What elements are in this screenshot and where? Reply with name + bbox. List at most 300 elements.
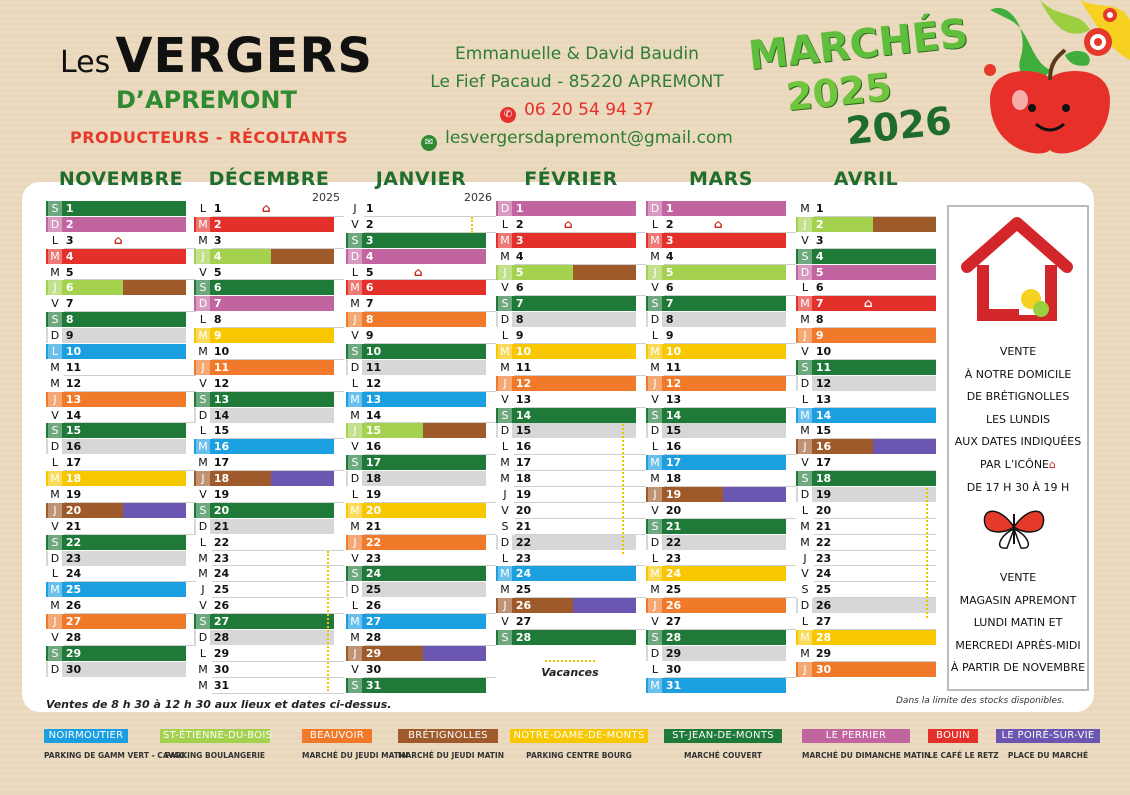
day-number: 14 (210, 408, 230, 422)
day-row (346, 392, 496, 407)
title-markets: MARCHÉS (746, 10, 971, 80)
day-label (194, 519, 229, 534)
month-decembre (194, 165, 344, 692)
day-row (646, 296, 796, 311)
day-row (646, 423, 796, 438)
weekday-letter: M (348, 392, 362, 407)
day-label (46, 328, 73, 343)
day-row (346, 233, 496, 248)
day-number: 7 (662, 297, 674, 311)
day-row (496, 233, 646, 248)
day-row (796, 217, 936, 232)
weekday-letter: M (800, 202, 810, 215)
weekday-letter: M (198, 345, 208, 359)
day-label (646, 280, 673, 295)
day-label (496, 344, 531, 359)
day-label (46, 582, 81, 597)
day-number: 16 (512, 440, 532, 454)
day-row (346, 471, 496, 486)
day-row (46, 408, 196, 423)
brand-tagline: PRODUCTEURS - RÉCOLTANTS (70, 128, 349, 147)
day-number: 5 (812, 265, 824, 279)
day-number: 19 (662, 488, 682, 502)
day-label (796, 201, 823, 216)
weekday-letter: S (48, 201, 62, 216)
day-number: 23 (512, 551, 532, 565)
day-number: 12 (662, 376, 682, 390)
day-label (346, 487, 381, 502)
weekday-letter: S (196, 614, 210, 629)
day-label (646, 519, 681, 534)
day-row (496, 630, 646, 645)
day-label (496, 535, 531, 550)
weekday-letter: S (196, 503, 210, 518)
day-label (646, 328, 673, 343)
day-label (496, 392, 531, 407)
weekday-letter: M (798, 408, 812, 423)
contact-address: Le Fief Pacaud - 85220 APREMONT (430, 72, 724, 92)
side-line: À NOTRE DOMICILE (964, 367, 1072, 381)
market-bar (123, 280, 186, 295)
day-row (796, 408, 936, 423)
weekday-letter: S (498, 296, 512, 311)
weekday-letter: J (798, 662, 812, 677)
weekday-letter: V (51, 408, 59, 422)
day-number: 16 (662, 440, 682, 454)
day-row (646, 360, 796, 375)
day-label (496, 582, 531, 597)
weekday-letter: M (50, 376, 60, 390)
day-label (194, 328, 221, 343)
day-label (194, 217, 221, 232)
day-row (346, 344, 496, 359)
weekday-letter: J (348, 535, 362, 550)
legend-location: PLACE DU MARCHÉ (1007, 751, 1089, 760)
contact-block (412, 40, 742, 152)
day-row (796, 328, 936, 343)
day-number: 22 (812, 535, 832, 549)
day-number: 4 (62, 249, 74, 263)
day-row (646, 598, 796, 613)
weekday-letter: M (48, 582, 62, 597)
day-number: 14 (662, 408, 682, 422)
weekday-letter: L (199, 646, 207, 660)
weekday-letter: M (198, 567, 208, 581)
market-bar (123, 503, 186, 518)
weekday-letter: S (501, 519, 509, 533)
day-number: 13 (512, 392, 532, 406)
day-row (346, 503, 496, 518)
day-row (194, 233, 344, 248)
day-number: 8 (362, 313, 374, 327)
market-bar (723, 487, 786, 502)
weekday-letter: J (48, 280, 62, 295)
weekday-letter: S (348, 566, 362, 581)
day-label (496, 360, 531, 375)
legend-item (398, 729, 504, 760)
day-row (46, 439, 196, 454)
day-row (646, 566, 796, 581)
day-row (46, 646, 196, 661)
month-janvier (346, 165, 496, 692)
day-row (796, 551, 936, 566)
weekday-letter: M (800, 646, 810, 660)
day-number: 4 (812, 249, 824, 263)
day-label (646, 408, 681, 423)
day-row (796, 487, 936, 502)
day-row (796, 614, 936, 629)
day-row (46, 519, 196, 534)
weekday-letter: L (199, 313, 207, 327)
day-row (646, 678, 796, 693)
weekday-letter: S (801, 583, 809, 597)
day-label (194, 392, 229, 407)
day-row (346, 455, 496, 470)
weekday-letter: M (648, 233, 662, 248)
day-number: 12 (62, 376, 82, 390)
day-row (346, 265, 496, 280)
day-row (496, 408, 646, 423)
day-label (496, 233, 523, 248)
day-number: 11 (662, 360, 682, 374)
day-label (346, 249, 373, 264)
side-line: MERCREDI APRÈS-MIDI (955, 638, 1081, 652)
day-label (346, 471, 381, 486)
weekday-letter: M (196, 217, 210, 232)
day-label (194, 201, 221, 216)
day-label (346, 296, 373, 311)
day-label (346, 598, 381, 613)
day-label (796, 535, 831, 550)
day-row (796, 582, 936, 597)
weekday-letter: M (800, 313, 810, 327)
day-number: 31 (210, 678, 230, 692)
day-label (796, 233, 823, 248)
day-number: 5 (62, 265, 74, 279)
day-row (346, 630, 496, 645)
day-list (346, 201, 496, 694)
weekday-letter: L (51, 456, 59, 470)
day-number: 4 (362, 249, 374, 263)
day-row (46, 312, 196, 327)
weekday-letter: L (351, 265, 359, 279)
day-number: 29 (662, 646, 682, 660)
weekday-letter: L (199, 202, 207, 215)
day-number: 26 (362, 599, 382, 613)
day-label (46, 455, 81, 470)
day-number: 29 (210, 646, 230, 660)
day-row (646, 376, 796, 391)
weekday-letter: M (348, 503, 362, 518)
day-row (46, 249, 196, 264)
day-label (496, 201, 523, 216)
vacances-marker (327, 551, 329, 691)
day-row (46, 455, 196, 470)
day-row (194, 392, 344, 407)
day-row (646, 280, 796, 295)
day-label (496, 408, 531, 423)
day-label (496, 455, 531, 470)
day-number: 28 (662, 631, 682, 645)
weekday-letter: D (48, 662, 62, 677)
day-label (796, 344, 831, 359)
weekday-letter: J (48, 503, 62, 518)
day-label (796, 630, 831, 645)
day-label (646, 566, 681, 581)
day-number: 15 (662, 424, 682, 438)
day-label (796, 376, 831, 391)
day-number: 21 (362, 519, 382, 533)
day-row (646, 344, 796, 359)
day-row (346, 678, 496, 693)
weekday-letter: L (801, 392, 809, 406)
legend-item (510, 729, 648, 759)
day-label (796, 471, 831, 486)
day-number: 27 (512, 615, 532, 629)
day-row (46, 630, 196, 645)
day-number: 16 (362, 440, 382, 454)
day-row (646, 328, 796, 343)
day-row (346, 408, 496, 423)
weekday-letter: V (801, 567, 809, 581)
day-number: 19 (210, 488, 230, 502)
weekday-letter: M (500, 456, 510, 470)
day-number: 26 (62, 599, 82, 613)
day-number: 9 (512, 329, 524, 343)
day-number: 1 (662, 202, 674, 215)
day-number: 23 (812, 551, 832, 565)
day-label (194, 678, 229, 693)
day-number: 20 (210, 503, 230, 517)
weekday-letter: V (501, 392, 509, 406)
weekday-letter: V (351, 329, 359, 343)
day-number: 23 (210, 551, 230, 565)
day-label (496, 519, 531, 534)
day-row (194, 662, 344, 677)
day-label (646, 423, 681, 438)
weekday-letter: M (648, 344, 662, 359)
day-label (796, 551, 831, 566)
day-number: 21 (210, 519, 230, 533)
day-label (796, 455, 831, 470)
day-label (646, 312, 673, 327)
weekday-letter: J (648, 265, 662, 280)
day-label (496, 487, 531, 502)
email-icon: ✉ (421, 135, 437, 151)
day-row (496, 344, 646, 359)
weekday-letter: V (351, 217, 359, 231)
day-row (194, 503, 344, 518)
day-label (646, 487, 681, 502)
contact-email-row (412, 124, 742, 152)
day-row (346, 328, 496, 343)
day-row (496, 249, 646, 264)
weekday-letter: M (198, 662, 208, 676)
day-number: 17 (662, 456, 682, 470)
month-title: JANVIER (375, 168, 467, 190)
weekday-letter: L (651, 217, 659, 231)
day-row (646, 455, 796, 470)
day-number: 1 (512, 202, 524, 215)
day-number: 28 (812, 631, 832, 645)
day-number: 30 (662, 662, 682, 676)
day-number: 6 (210, 281, 222, 295)
day-row (46, 566, 196, 581)
day-label (796, 328, 823, 343)
day-label (46, 503, 81, 518)
day-number: 6 (662, 281, 674, 295)
day-row (496, 312, 646, 327)
day-label (46, 614, 81, 629)
weekday-letter: L (501, 440, 509, 454)
month-avril (796, 165, 936, 676)
day-number: 24 (812, 567, 832, 581)
day-row (796, 598, 936, 613)
day-number: 30 (210, 662, 230, 676)
weekday-letter: D (498, 535, 512, 550)
day-number: 11 (512, 360, 532, 374)
day-row (194, 265, 344, 280)
weekday-letter: M (650, 249, 660, 263)
day-number: 2 (62, 217, 74, 231)
weekday-letter: M (800, 535, 810, 549)
weekday-letter: D (798, 487, 812, 502)
day-label (194, 265, 221, 280)
day-row (496, 201, 646, 216)
day-label (796, 312, 823, 327)
day-number: 6 (62, 281, 74, 295)
day-label (646, 455, 681, 470)
day-label (346, 503, 381, 518)
weekday-letter: D (648, 423, 662, 438)
day-number: 19 (812, 488, 832, 502)
weekday-letter: S (798, 249, 812, 264)
weekday-letter: J (503, 488, 507, 502)
day-label (346, 265, 373, 280)
day-row (46, 376, 196, 391)
day-row (46, 217, 196, 232)
day-label (46, 662, 81, 677)
day-label (346, 614, 381, 629)
day-row (194, 471, 344, 486)
weekday-letter: D (196, 296, 210, 311)
day-row (194, 408, 344, 423)
weekday-letter: M (348, 614, 362, 629)
day-number: 22 (210, 535, 230, 549)
day-number: 18 (512, 472, 532, 486)
weekday-letter: D (196, 408, 210, 423)
day-number: 27 (210, 615, 230, 629)
weekday-letter: M (198, 233, 208, 247)
weekday-letter: M (48, 471, 62, 486)
day-label (194, 566, 229, 581)
day-label (194, 503, 229, 518)
day-number: 26 (812, 599, 832, 613)
day-row (346, 646, 496, 661)
day-row (796, 280, 936, 295)
weekday-letter: J (196, 471, 210, 486)
day-number: 13 (62, 392, 82, 406)
day-row (496, 598, 646, 613)
day-row (346, 662, 496, 677)
day-row (346, 217, 496, 232)
day-list (46, 201, 196, 678)
weekday-letter: L (51, 233, 59, 247)
day-row (796, 249, 936, 264)
day-number: 30 (362, 662, 382, 676)
weekday-letter: L (651, 440, 659, 454)
day-label (346, 408, 381, 423)
weekday-letter: S (498, 630, 512, 645)
day-number: 28 (210, 631, 230, 645)
weekday-letter: V (801, 233, 809, 247)
vacances-legend (540, 660, 600, 679)
day-label (194, 598, 229, 613)
day-number: 30 (812, 662, 832, 676)
day-label (346, 582, 381, 597)
weekday-letter: J (498, 598, 512, 613)
day-label (346, 678, 381, 693)
day-number: 13 (210, 392, 230, 406)
day-label (496, 439, 531, 454)
weekday-letter: L (51, 567, 59, 581)
day-row (46, 662, 196, 677)
day-label (346, 455, 381, 470)
day-number: 10 (62, 345, 82, 359)
day-number: 1 (812, 202, 824, 215)
weekday-letter: M (500, 472, 510, 486)
day-label (646, 551, 681, 566)
day-number: 18 (812, 472, 832, 486)
home-sale-icon: ⌂ (114, 232, 123, 247)
day-number: 20 (62, 503, 82, 517)
day-label (46, 312, 73, 327)
day-label (646, 503, 681, 518)
weekday-letter: V (51, 519, 59, 533)
day-row (796, 201, 936, 216)
legend-item (44, 729, 185, 760)
day-number: 11 (62, 360, 82, 374)
day-row (496, 280, 646, 295)
home-sale-icon: ⌂ (262, 201, 271, 215)
day-row (646, 217, 796, 232)
day-row (194, 551, 344, 566)
day-number: 21 (512, 519, 532, 533)
day-row (796, 535, 936, 550)
vacances-dots (545, 660, 595, 662)
day-number: 27 (62, 615, 82, 629)
day-row (346, 535, 496, 550)
day-row (646, 551, 796, 566)
day-row (194, 487, 344, 502)
day-label (796, 392, 831, 407)
day-row (646, 249, 796, 264)
day-number: 22 (512, 535, 532, 549)
weekday-letter: M (350, 519, 360, 533)
weekday-letter: M (498, 344, 512, 359)
day-label (46, 376, 81, 391)
day-row (796, 296, 936, 311)
day-row (796, 423, 936, 438)
day-number: 16 (210, 440, 230, 454)
day-label (796, 408, 831, 423)
day-number: 5 (210, 265, 222, 279)
day-label (496, 551, 531, 566)
day-row (194, 598, 344, 613)
day-number: 11 (362, 360, 382, 374)
weekday-letter: J (498, 376, 512, 391)
day-label (496, 217, 523, 232)
